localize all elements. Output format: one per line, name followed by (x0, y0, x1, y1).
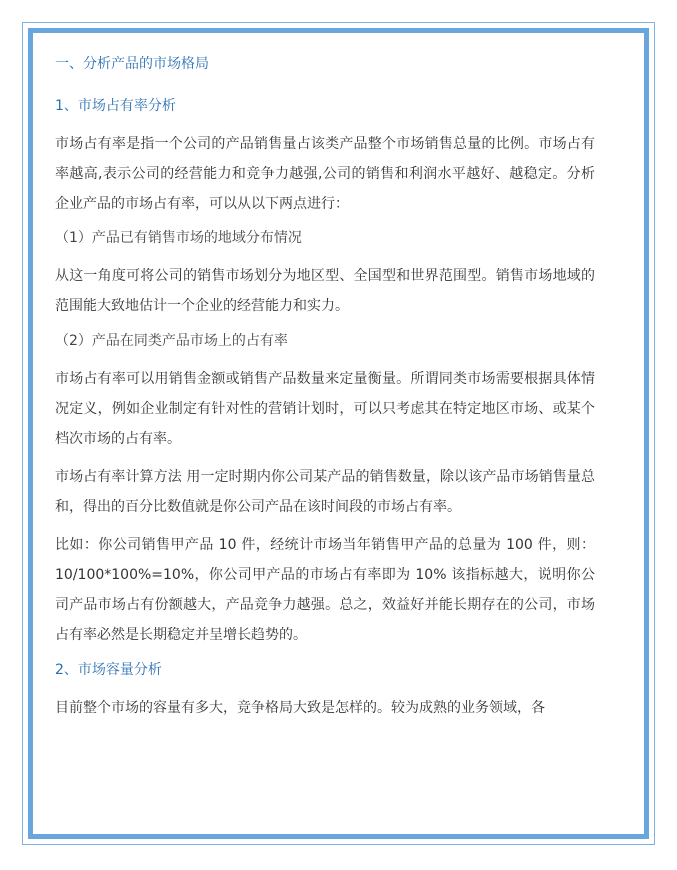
paragraph-6: 目前整个市场的容量有多大，竞争格局大致是怎样的。较为成熟的业务领域，各 (55, 700, 545, 716)
paragraph-1: 市场占有率是指一个公司的产品销售量占该类产品整个市场销售总量的比例。市场占有率越高,表示公司的经营能力和竞争力越强,公司的销售和利润水平越好、越稳定。分析企业产品的市场占有率，可以从以下两点进行： (55, 136, 595, 212)
subsection-1-title: 1、市场占有率分析 (55, 98, 176, 114)
section-title: 一、分析产品的市场格局 (55, 56, 209, 72)
paragraph-4: 市场占有率计算方法 用一定时期内你公司某产品的销售数量，除以该产品市场销售量总和，得出的百分比数值就是你公司产品在该时间段的市场占有率。 (55, 469, 595, 515)
paragraph-3: 市场占有率可以用销售金额或销售产品数量来定量衡量。所谓同类市场需要根据具体情况定义，例如企业制定有针对性的营销计划时，可以只考虑其在特定地区市场、或某个档次市场的占有率。 (55, 371, 595, 447)
paragraph-2: 从这一角度可将公司的销售市场划分为地区型、全国型和世界范围型。销售市场地域的范围能大致地估计一个企业的经营能力和实力。 (55, 268, 595, 314)
point-1-title: （1）产品已有销售市场的地域分布情况 (55, 230, 302, 246)
point-2-title: （2）产品在同类产品市场上的占有率 (55, 333, 288, 349)
subsection-2-title: 2、市场容量分析 (55, 662, 162, 678)
paragraph-5: 比如：你公司销售甲产品 10 件，经统计市场当年销售甲产品的总量为 100 件，则：10/100*100%=10%，你公司甲产品的市场占有率即为 10% 该指标越大，说明你公司产品市场占有份额越大，产品竞争力越强。总之，效益好并能长期存在的公司，市场占有率必然是长期稳定并呈增长趋势的。 (55, 537, 595, 643)
article-content (55, 46, 595, 723)
